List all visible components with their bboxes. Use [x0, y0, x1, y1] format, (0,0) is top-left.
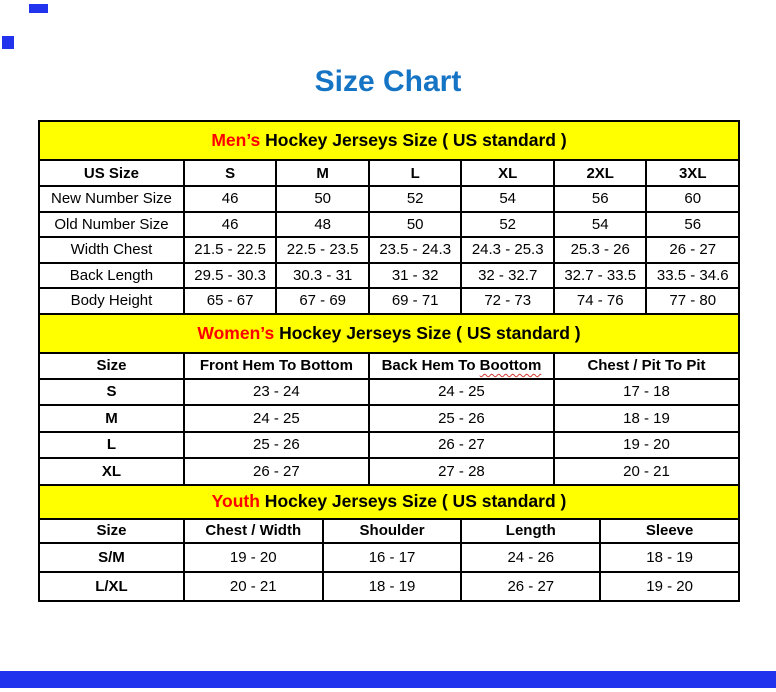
women-cell: 25 - 26	[369, 405, 554, 432]
women-section-title	[39, 314, 739, 353]
men-column-header: L	[369, 160, 462, 186]
women-cell: 17 - 18	[554, 379, 739, 406]
women-column-header: Front Hem To Bottom	[184, 353, 369, 379]
men-row-label: Old Number Size	[39, 212, 184, 238]
mens-size-table	[38, 120, 740, 315]
youth-cell: 18 - 19	[323, 572, 462, 601]
youth-cell: 19 - 20	[600, 572, 739, 601]
youth-cell: 16 - 17	[323, 543, 462, 572]
women-row-label: XL	[39, 458, 184, 485]
women-header-row	[39, 353, 739, 379]
blue-bar-bottom-artifact	[0, 671, 776, 688]
women-column-header	[369, 353, 554, 379]
women-table-row	[39, 458, 739, 485]
men-cell: 65 - 67	[184, 288, 277, 314]
women-row-label: M	[39, 405, 184, 432]
men-column-header: 3XL	[646, 160, 739, 186]
youth-section-title	[39, 485, 739, 519]
men-cell: 46	[184, 212, 277, 238]
men-cell: 54	[461, 186, 554, 212]
youth-cell: 18 - 19	[600, 543, 739, 572]
youth-column-header: Sleeve	[600, 519, 739, 543]
youth-column-header: Length	[461, 519, 600, 543]
men-cell: 31 - 32	[369, 263, 462, 289]
women-table-row	[39, 405, 739, 432]
men-cell: 46	[184, 186, 277, 212]
men-cell: 32 - 32.7	[461, 263, 554, 289]
women-cell: 20 - 21	[554, 458, 739, 485]
women-cell: 18 - 19	[554, 405, 739, 432]
men-table-row	[39, 288, 739, 314]
blue-mark-top-left-artifact	[29, 4, 48, 13]
women-table-row	[39, 432, 739, 459]
womens-size-table	[38, 313, 740, 486]
youth-table-row	[39, 543, 739, 572]
women-row-label: S	[39, 379, 184, 406]
women-cell: 24 - 25	[369, 379, 554, 406]
men-cell: 25.3 - 26	[554, 237, 647, 263]
men-cell: 67 - 69	[276, 288, 369, 314]
men-cell: 77 - 80	[646, 288, 739, 314]
women-title-rest: Hockey Jerseys Size ( US standard )	[274, 322, 581, 343]
size-tables	[38, 120, 740, 602]
women-cell: 24 - 25	[184, 405, 369, 432]
youth-column-header: Shoulder	[323, 519, 462, 543]
men-cell: 22.5 - 23.5	[276, 237, 369, 263]
men-section-title-row	[39, 121, 739, 160]
men-title-rest: Hockey Jerseys Size ( US standard )	[260, 130, 567, 150]
men-cell: 24.3 - 25.3	[461, 237, 554, 263]
men-column-header: XL	[461, 160, 554, 186]
men-column-header: US Size	[39, 160, 184, 186]
youth-title-accent: Youth	[211, 491, 260, 511]
page-title: Size Chart	[314, 65, 462, 98]
youth-section-title-row	[39, 485, 739, 519]
youth-cell: 19 - 20	[184, 543, 323, 572]
men-cell: 48	[276, 212, 369, 238]
women-section-title-row	[39, 314, 739, 353]
women-column-header: Size	[39, 353, 184, 379]
youth-cell: 26 - 27	[461, 572, 600, 601]
men-section-title	[39, 121, 739, 160]
men-cell: 23.5 - 24.3	[369, 237, 462, 263]
men-row-label: Body Height	[39, 288, 184, 314]
men-cell: 26 - 27	[646, 237, 739, 263]
men-row-label: New Number Size	[39, 186, 184, 212]
men-cell: 21.5 - 22.5	[184, 237, 277, 263]
men-header-row	[39, 160, 739, 186]
youth-row-label: S/M	[39, 543, 184, 572]
men-cell: 50	[369, 212, 462, 238]
women-column-header: Chest / Pit To Pit	[554, 353, 739, 379]
men-cell: 69 - 71	[369, 288, 462, 314]
youth-row-label: L/XL	[39, 572, 184, 601]
men-cell: 30.3 - 31	[276, 263, 369, 289]
men-cell: 50	[276, 186, 369, 212]
men-table-row	[39, 212, 739, 238]
men-row-label: Back Length	[39, 263, 184, 289]
women-cell: 23 - 24	[184, 379, 369, 406]
youth-header-row	[39, 519, 739, 543]
men-cell: 60	[646, 186, 739, 212]
women-row-label: L	[39, 432, 184, 459]
women-table-row	[39, 379, 739, 406]
women-cell: 26 - 27	[369, 432, 554, 459]
men-column-header: S	[184, 160, 277, 186]
header-text: Back Hem To	[381, 357, 480, 374]
men-cell: 32.7 - 33.5	[554, 263, 647, 289]
blue-mark-left-edge-artifact	[2, 36, 14, 49]
men-table-row	[39, 186, 739, 212]
men-cell: 56	[554, 186, 647, 212]
men-cell: 52	[461, 212, 554, 238]
women-cell: 27 - 28	[369, 458, 554, 485]
youth-title-rest: Hockey Jerseys Size ( US standard )	[259, 491, 567, 511]
men-cell: 52	[369, 186, 462, 212]
men-table-row	[39, 237, 739, 263]
men-cell: 33.5 - 34.6	[646, 263, 739, 289]
youth-cell: 20 - 21	[184, 572, 323, 601]
men-cell: 29.5 - 30.3	[184, 263, 277, 289]
men-column-header: M	[276, 160, 369, 186]
men-cell: 56	[646, 212, 739, 238]
women-cell: 25 - 26	[184, 432, 369, 459]
misspelled-word-squiggle: Boottom	[479, 357, 542, 374]
youth-size-table	[38, 484, 740, 602]
youth-table-row	[39, 572, 739, 601]
youth-column-header: Size	[39, 519, 184, 543]
youth-column-header: Chest / Width	[184, 519, 323, 543]
men-title-accent: Men’s	[211, 130, 261, 150]
men-column-header: 2XL	[554, 160, 647, 186]
men-cell: 74 - 76	[554, 288, 647, 314]
women-cell: 19 - 20	[554, 432, 739, 459]
men-cell: 54	[554, 212, 647, 238]
women-title-accent: Women’s	[197, 322, 275, 343]
men-cell: 72 - 73	[461, 288, 554, 314]
men-table-row	[39, 263, 739, 289]
men-row-label: Width Chest	[39, 237, 184, 263]
women-cell: 26 - 27	[184, 458, 369, 485]
youth-cell: 24 - 26	[461, 543, 600, 572]
